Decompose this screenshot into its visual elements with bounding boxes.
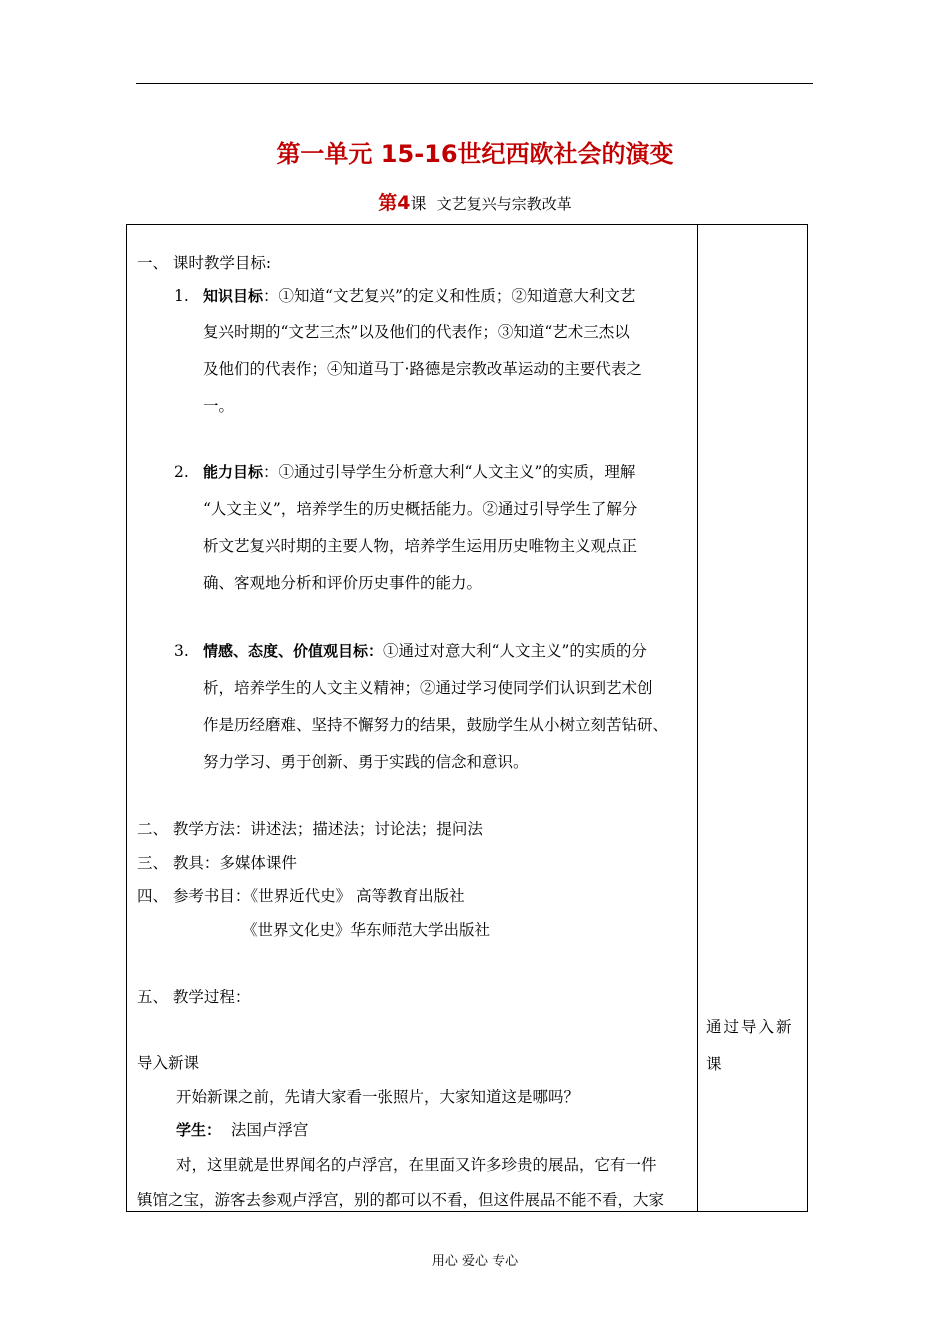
student-answer: 法国卢浮宫 [230, 1121, 309, 1139]
objective-2-line-4: 确、客观地分析和评价历史事件的能力。 [203, 574, 483, 592]
references-line-1: 四、 参考书目：《世界近代史》 高等教育出版社 [137, 887, 465, 905]
page-footer: 用心 爱心 专心 [431, 1254, 519, 1269]
objective-2-line-3: 析文艺复兴时期的主要人物，培养学生运用历史唯物主义观点正 [203, 537, 638, 555]
objective-3-line-2: 析，培养学生的人文主义精神；②通过学习使同学们认识到艺术创 [203, 679, 653, 697]
objective-2-label: 能力目标 [203, 463, 264, 481]
objective-2-number: 2. [174, 463, 189, 481]
objective-1-line-1: 知识目标：①知道“文艺复兴”的定义和性质；②知道意大利文艺 [203, 287, 636, 305]
intro-heading: 导入新课 [137, 1054, 200, 1072]
table-column-divider [697, 224, 698, 1212]
process-heading: 五、 教学过程： [137, 988, 251, 1006]
objective-2-line-1: 能力目标：①通过引导学生分析意大利“人文主义”的实质，理解 [203, 463, 636, 481]
objective-1-line-3: 及他们的代表作；④知道马丁·路德是宗教改革运动的主要代表之 [203, 360, 642, 378]
objectives-heading: 一、 课时教学目标: [137, 254, 272, 272]
lesson-label: 课 [410, 194, 427, 213]
lesson-title [0, 188, 950, 215]
objective-3-line-3: 作是历经磨难、坚持不懈努力的结果，鼓励学生从小树立刻苦钻研、 [203, 716, 669, 734]
intro-line-4: 镇馆之宝，游客去参观卢浮宫，别的都可以不看，但这件展品不能不看，大家 [137, 1191, 665, 1209]
objective-1-line-4: 一。 [203, 397, 235, 415]
teaching-methods: 二、 教学方法：讲述法；描述法；讨论法；提问法 [137, 820, 483, 838]
lesson-number: 第4 [378, 192, 411, 214]
objective-2-line-2: “人文主义”，培养学生的历史概括能力。②通过引导学生了解分 [203, 500, 638, 518]
objective-3-number: 3. [174, 642, 189, 660]
intro-line-1: 开始新课之前，先请大家看一张照片，大家知道这是哪吗？ [176, 1088, 580, 1106]
side-note-line-2: 课 [706, 1055, 724, 1073]
objective-1-number: 1. [174, 287, 189, 305]
references-line-2: 《世界文化史》华东师范大学出版社 [242, 921, 491, 939]
unit-title: 第一单元 15-16世纪西欧社会的演变 [276, 140, 674, 168]
objective-3-label: 情感、态度、价值观目标： [203, 642, 384, 660]
lesson-name: 文艺复兴与宗教改革 [436, 195, 572, 213]
teaching-tools: 三、 教具：多媒体课件 [137, 854, 297, 872]
objective-1-label: 知识目标 [203, 287, 264, 305]
header-rule [136, 83, 813, 84]
objective-3-line-1: 情感、态度、价值观目标：①通过对意大利“人文主义”的实质的分 [203, 642, 647, 660]
intro-student-line [176, 1120, 308, 1140]
student-label: 学生： [176, 1121, 222, 1139]
intro-line-3: 对，这里就是世界闻名的卢浮宫，在里面又许多珍贵的展品，它有一件 [176, 1156, 657, 1174]
side-note-line-1: 通过导入新 [706, 1018, 794, 1036]
objective-3-line-4: 努力学习、勇于创新、勇于实践的信念和意识。 [203, 753, 529, 771]
objective-1-line-2: 复兴时期的“文艺三杰”以及他们的代表作；③知道“艺术三杰以 [203, 323, 630, 341]
